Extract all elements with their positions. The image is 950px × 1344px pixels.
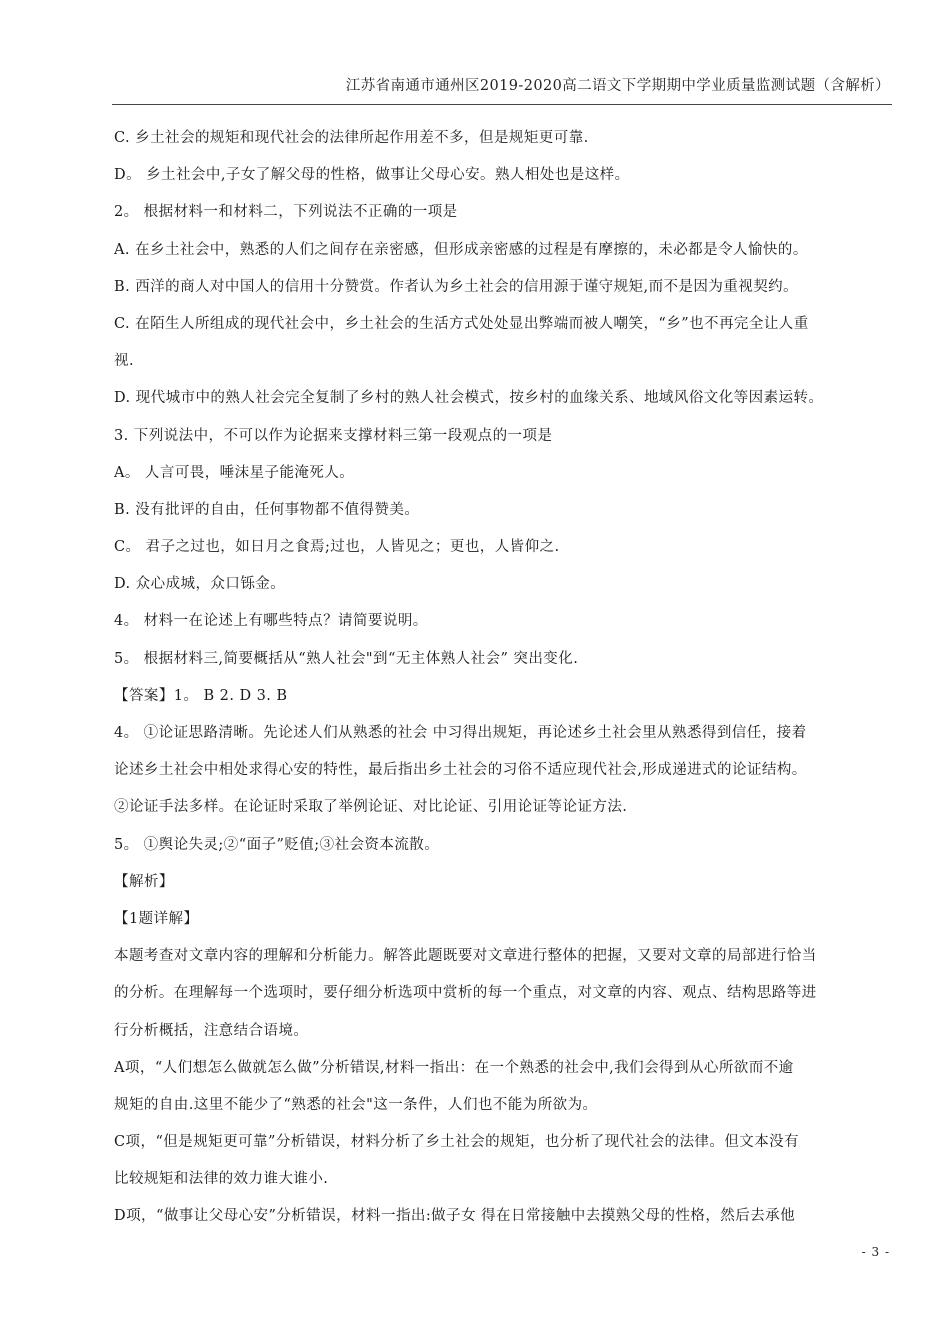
text-line: ②论证手法多样。在论证时采取了举例论证、对比论证、引用论证等论证方法.	[114, 799, 628, 816]
text-line: 3. 下列说法中，不可以作为论据来支撑材料三第一段观点的一项是	[114, 427, 553, 444]
text-line: 行分析概括，注意结合语境。	[114, 1022, 309, 1039]
text-line: 2。 根据材料一和材料二，下列说法不正确的一项是	[114, 204, 458, 221]
text-line: B. 没有批评的自由，任何事物都不值得赞美。	[114, 501, 420, 518]
text-line: C. 乡土社会的规矩和现代社会的法律所起作用差不多，但是规矩更可靠.	[114, 130, 589, 146]
text-line: C。 君子之过也，如日月之食焉;过也，人皆见之；更也，人皆仰之.	[114, 539, 560, 556]
document-body	[114, 120, 904, 1236]
text-line: 比较规矩和法律的效力谁大谁小.	[114, 1171, 329, 1188]
text-line: 的分析。在理解每一个选项时，要仔细分析选项中赏析的每一个重点，对文章的内容、观点、结构思路等进	[114, 985, 817, 1002]
text-line: 本题考查对文章内容的理解和分析能力。解答此题既要对文章进行整体的把握，又要对文章的局部进行恰当	[114, 948, 817, 965]
answer-line: 【答案】1。 B 2. D 3. B	[114, 687, 288, 704]
document-header-title: 江苏省南通市通州区2019-2020高二语文下学期期中学业质量监测试题（含解析）	[345, 78, 890, 94]
text-line: A项，“人们想怎么做就怎么做”分析错误,材料一指出：在一个熟悉的社会中,我们会得到从心所欲而不逾	[114, 1059, 794, 1076]
section-heading: 【解析】	[114, 873, 174, 890]
section-heading: 【1题详解】	[114, 910, 199, 927]
text-line: D. 众心成城，众口铄金。	[114, 576, 286, 593]
text-line: 视.	[114, 353, 135, 370]
page-number: - 3 -	[861, 1245, 890, 1259]
text-line: 5。 ①舆论失灵;②“面子”贬值;③社会资本流散。	[114, 836, 440, 853]
text-line: 5。 根据材料三,简要概括从“熟人社会"到“无主体熟人社会” 突出变化.	[114, 650, 579, 667]
text-line: D项，“做事让父母心安”分析错误，材料一指出:做子女 得在日常接触中去摸熟父母的性格，然后去承他	[114, 1208, 796, 1225]
text-line: 论述乡土社会中相处求得心安的特性，最后指出乡土社会的习俗不适应现代社会,形成递进式的论证结构。	[114, 762, 807, 779]
text-line: A. 在乡土社会中，熟悉的人们之间存在亲密感，但形成亲密感的过程是有摩擦的，未必都是令人愉快的。	[114, 241, 808, 258]
text-line: D. 现代城市中的熟人社会完全复制了乡村的熟人社会模式，按乡村的血缘关系、地域风俗文化等因素运转。	[114, 390, 824, 407]
text-line: C项，“但是规矩更可靠”分析错误，材料分析了乡土社会的规矩，也分析了现代社会的法律。但文本没有	[114, 1134, 800, 1151]
text-line: C. 在陌生人所组成的现代社会中，乡土社会的生活方式处处显出弊端而被人嘲笑，“乡”也不再完全让人重	[114, 315, 809, 332]
header-divider	[112, 104, 892, 105]
text-line: 规矩的自由.这里不能少了“熟悉的社会"这一条件，人们也不能为所欲为。	[114, 1096, 598, 1113]
text-line: D。 乡土社会中,子女了解父母的性格，做事让父母心安。熟人相处也是这样。	[114, 167, 630, 184]
text-line: A。 人言可畏，唾沫星子能淹死人。	[114, 464, 355, 481]
text-line: B. 西洋的商人对中国人的信用十分赞赏。作者认为乡土社会的信用源于谨守规矩,而不是因为重视契约。	[114, 278, 799, 295]
text-line: 4。 ①论证思路清晰。先论述人们从熟悉的社会 中习得出规矩，再论述乡土社会里从熟悉得到信任，接着	[114, 725, 807, 741]
text-line: 4。 材料一在论述上有哪些特点？请简要说明。	[114, 613, 428, 630]
